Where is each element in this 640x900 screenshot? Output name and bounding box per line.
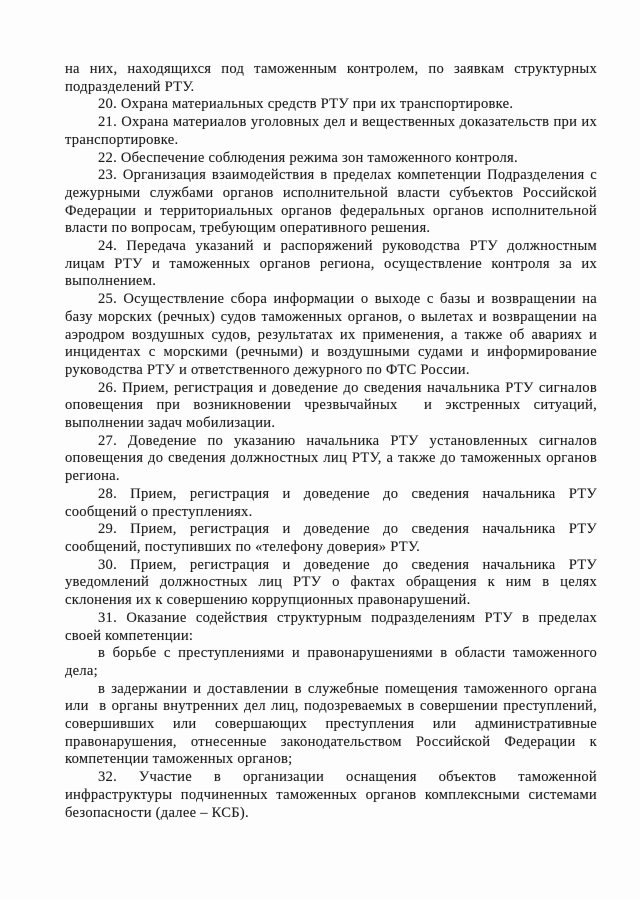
paragraph-item-28: 28. Прием, регистрация и доведение до сведения начальника РТУ сообщений о преступлениях. (65, 485, 597, 520)
paragraph-item-22: 22. Обеспечение соблюдения режима зон таможенного контроля. (98, 149, 518, 166)
paragraph-item-30: 30. Прием, регистрация и доведение до сведения начальника РТУ уведомлений должностных лиц РТУ о фактах обращения к ним в целях склонения их к совершению коррупционных правонарушений. (65, 556, 597, 609)
paragraph-item-24: 24. Передача указаний и распоряжений руководства РТУ должностным лицам РТУ и таможенных органов региона, осуществление контроля за их выполнением. (65, 238, 597, 290)
paragraph-item-20: 20. Охрана материальных средств РТУ при их транспортировке. (98, 96, 514, 113)
paragraph-item-32: 32. Участие в организации оснащения объектов таможенной инфраструктуры подчиненных таможенных органов комплексными системами безопасности (далее – КСБ). (65, 769, 597, 821)
paragraph-item-31: 31. Оказание содействия структурным подразделениям РТУ в пределах своей компетенции: (65, 609, 597, 644)
paragraph-continuation: на них, находящихся под таможенным контролем, по заявкам структурных подразделений РТУ. (65, 61, 597, 95)
paragraph-item-29: 29. Прием, регистрация и доведение до сведения начальника РТУ сообщений, поступивших по «телефону доверия» РТУ. (65, 521, 597, 555)
paragraph-item-26: 26. Прием, регистрация и доведение до сведения начальника РТУ сигналов оповещения при возникновении чрезвычайных и экстренных ситуаций, выполнении задач мобилизации. (65, 379, 597, 432)
paragraph-item-25: 25. Осуществление сбора информации о выходе с базы и возвращении на базу морских (речных) судов таможенных органов, о вылетах и возвращении на аэродром воздушных судов, результатах их применения, а также об авариях и инцидентах с морскими (речными) и воздушными судами и информирование руководства РТУ и ответственного дежурного по ФТС России. (65, 291, 597, 378)
paragraph-item-31-sub-a: в борьбе с преступлениями и правонарушениями в области таможенного дела; (65, 645, 597, 679)
paragraph-item-27: 27. Доведение по указанию начальника РТУ установленных сигналов оповещения до сведения должностных лиц РТУ, а также до таможенных органов региона. (65, 432, 597, 485)
paragraph-item-31-sub-b: в задержании и доставлении в служебные помещения таможенного органа или в органы внутренних дел лиц, подозреваемых в совершении преступлений, совершивших или совершающих преступления или административные правонарушения, отнесенные законодательством Российской Федерации к компетенции таможенных органов; (65, 680, 597, 768)
paragraph-item-21: 21. Охрана материалов уголовных дел и вещественных доказательств при их транспортировке. (65, 114, 597, 148)
document-text (65, 61, 597, 822)
paragraph-item-23: 23. Организация взаимодействия в пределах компетенции Подразделения с дежурными службами органов исполнительной власти субъектов Российской Федерации и территориальных органов федеральных органов исполнительной власти по вопросам, требующим оперативного решения. (65, 167, 597, 237)
